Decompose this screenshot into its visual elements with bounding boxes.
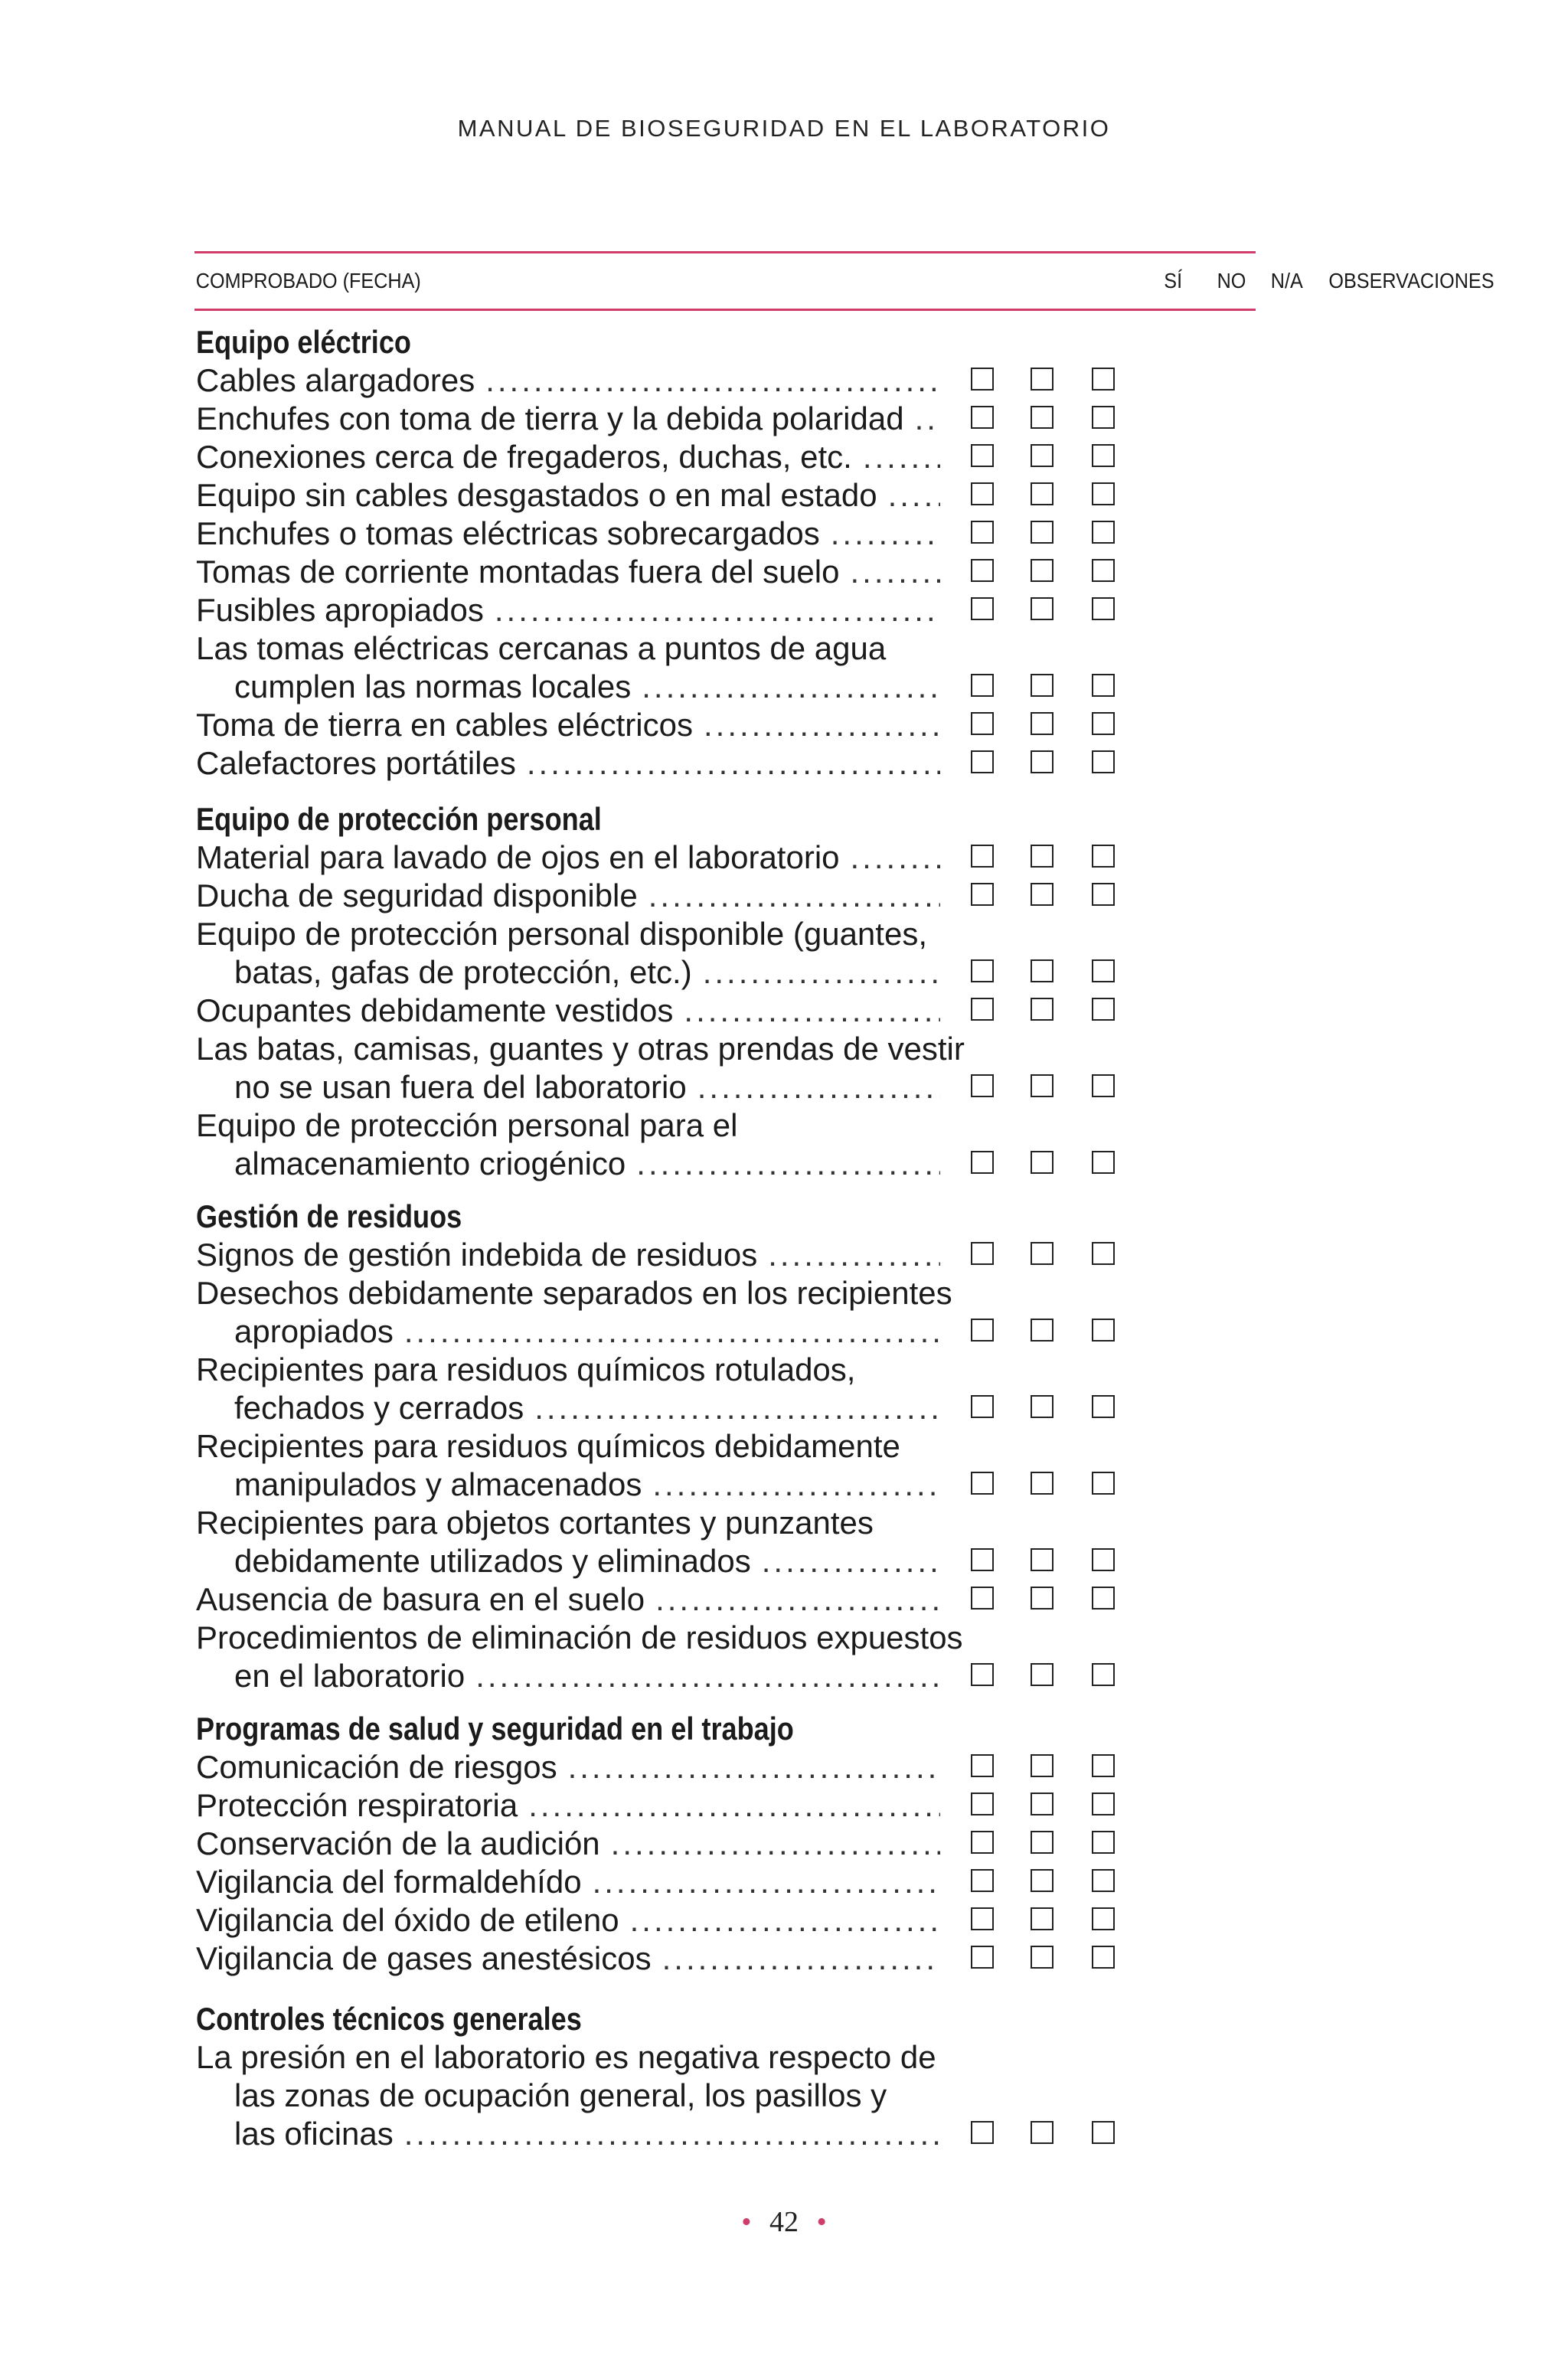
checkbox-no[interactable] bbox=[1031, 712, 1054, 735]
observations-column-header: OBSERVACIONES bbox=[1328, 269, 1494, 292]
item-text-line bbox=[234, 2077, 965, 2115]
item-text-line bbox=[196, 400, 940, 438]
section-title: Controles técnicos generales bbox=[196, 2001, 582, 2037]
section-title: Equipo eléctrico bbox=[196, 324, 411, 360]
dot-leader bbox=[404, 1312, 940, 1351]
checkbox-no[interactable] bbox=[1031, 406, 1054, 429]
item-label: La presión en el laboratorio es negativa respecto de bbox=[196, 2039, 936, 2075]
section-title: Programas de salud y seguridad en el trabajo bbox=[196, 1711, 794, 1747]
checkbox-na[interactable] bbox=[1092, 1793, 1115, 1815]
page-header: MANUAL DE BIOSEGURIDAD EN EL LABORATORIO bbox=[457, 115, 1111, 142]
checkbox-yes[interactable] bbox=[971, 1831, 994, 1854]
checkbox-yes[interactable] bbox=[971, 597, 994, 620]
item-label: Las batas, camisas, guantes y otras prendas de vestir bbox=[196, 1031, 965, 1067]
item-label: Equipo de protección personal disponible (guantes, bbox=[196, 916, 927, 952]
checkbox-no[interactable] bbox=[1031, 998, 1054, 1021]
checkbox-no[interactable] bbox=[1031, 883, 1054, 906]
item-label: Recipientes para residuos químicos rotulados, bbox=[196, 1351, 856, 1387]
item-text-line bbox=[196, 1030, 965, 1068]
checkbox-na[interactable] bbox=[1092, 1074, 1115, 1097]
item-text-line bbox=[196, 1106, 965, 1145]
checkbox-no[interactable] bbox=[1031, 845, 1054, 868]
checkbox-yes[interactable] bbox=[971, 444, 994, 467]
checkbox-no[interactable] bbox=[1031, 597, 1054, 620]
item-text-line bbox=[196, 1504, 965, 1542]
item-text-line bbox=[196, 1901, 940, 1940]
checkbox-no[interactable] bbox=[1031, 1907, 1054, 1930]
checkbox-no[interactable] bbox=[1031, 959, 1054, 982]
dot-leader bbox=[768, 1236, 940, 1274]
checkbox-no[interactable] bbox=[1031, 2121, 1054, 2144]
dot-leader bbox=[636, 1145, 940, 1183]
item-text-line bbox=[196, 1427, 965, 1466]
item-label: Ausencia de basura en el suelo bbox=[196, 1581, 645, 1617]
checkbox-no[interactable] bbox=[1031, 1151, 1054, 1174]
na-column-header: N/A bbox=[1270, 269, 1303, 292]
checkbox-no[interactable] bbox=[1031, 1754, 1054, 1777]
dot-leader bbox=[697, 1068, 940, 1106]
checkbox-no[interactable] bbox=[1031, 1587, 1054, 1610]
checkbox-na[interactable] bbox=[1092, 559, 1115, 582]
item-label: Recipientes para residuos químicos debidamente bbox=[196, 1428, 900, 1464]
dot-leader bbox=[642, 668, 940, 706]
item-label: cumplen las normas locales bbox=[234, 668, 632, 704]
item-text-line bbox=[196, 629, 965, 668]
item-text-line bbox=[196, 838, 940, 877]
dot-leader bbox=[863, 438, 940, 476]
item-label: Vigilancia del formaldehído bbox=[196, 1864, 582, 1900]
item-text-line bbox=[196, 1940, 940, 1978]
dot-leader bbox=[630, 1901, 940, 1940]
checkbox-na[interactable] bbox=[1092, 674, 1115, 697]
dot-leader bbox=[704, 706, 940, 744]
item-text-line bbox=[196, 744, 940, 783]
item-label: Vigilancia de gases anestésicos bbox=[196, 1940, 652, 1976]
item-label: apropiados bbox=[234, 1313, 394, 1349]
checkbox-yes[interactable] bbox=[971, 1754, 994, 1777]
checkbox-yes[interactable] bbox=[971, 406, 994, 429]
item-label: Protección respiratoria bbox=[196, 1787, 518, 1823]
item-label: Conservación de la audición bbox=[196, 1825, 600, 1861]
item-label: almacenamiento criogénico bbox=[234, 1145, 626, 1181]
item-label: en el laboratorio bbox=[234, 1658, 466, 1694]
checkbox-na[interactable] bbox=[1092, 1548, 1115, 1571]
checkbox-na[interactable] bbox=[1092, 1907, 1115, 1930]
checkbox-na[interactable] bbox=[1092, 750, 1115, 773]
checkbox-na[interactable] bbox=[1092, 1472, 1115, 1495]
checkbox-no[interactable] bbox=[1031, 444, 1054, 467]
dot-leader bbox=[485, 361, 940, 400]
checkbox-yes[interactable] bbox=[971, 521, 994, 544]
checkbox-no[interactable] bbox=[1031, 521, 1054, 544]
dot-leader bbox=[534, 1389, 940, 1427]
checkbox-na[interactable] bbox=[1092, 1754, 1115, 1777]
item-text-line bbox=[234, 953, 940, 992]
dot-leader bbox=[528, 1786, 940, 1825]
checkbox-yes[interactable] bbox=[971, 674, 994, 697]
checkbox-na[interactable] bbox=[1092, 1319, 1115, 1342]
item-label: Enchufes con toma de tierra y la debida polaridad bbox=[196, 400, 904, 436]
item-label: batas, gafas de protección, etc.) bbox=[234, 954, 692, 990]
item-label: Toma de tierra en cables eléctricos bbox=[196, 707, 693, 743]
checkbox-yes[interactable] bbox=[971, 1319, 994, 1342]
yes-column-header: SÍ bbox=[1164, 269, 1183, 292]
checkbox-na[interactable] bbox=[1092, 368, 1115, 391]
item-text-line bbox=[196, 2038, 965, 2077]
item-text-line bbox=[196, 1619, 965, 1657]
dot-leader bbox=[652, 1466, 940, 1504]
checkbox-yes[interactable] bbox=[971, 482, 994, 505]
checkbox-na[interactable] bbox=[1092, 883, 1115, 906]
item-text-line bbox=[196, 1351, 965, 1389]
footer-bullet-right: • bbox=[816, 2206, 827, 2238]
item-label: las zonas de ocupación general, los pasillos y bbox=[234, 2077, 887, 2113]
item-label: Tomas de corriente montadas fuera del suelo bbox=[196, 554, 840, 590]
checkbox-na[interactable] bbox=[1092, 1946, 1115, 1969]
item-label: Desechos debidamente separados en los recipientes bbox=[196, 1275, 952, 1311]
checkbox-yes[interactable] bbox=[971, 959, 994, 982]
item-label: Ocupantes debidamente vestidos bbox=[196, 992, 674, 1028]
item-label: las oficinas bbox=[234, 2116, 394, 2152]
item-text-line bbox=[196, 553, 940, 591]
item-text-line bbox=[196, 361, 940, 400]
checkbox-yes[interactable] bbox=[971, 2121, 994, 2144]
checkbox-no[interactable] bbox=[1031, 1663, 1054, 1686]
item-text-line bbox=[196, 438, 940, 476]
item-label: Recipientes para objetos cortantes y punzantes bbox=[196, 1505, 874, 1541]
item-text-line bbox=[234, 1145, 940, 1183]
checkbox-yes[interactable] bbox=[971, 1242, 994, 1265]
checkbox-na[interactable] bbox=[1092, 1242, 1115, 1265]
checkbox-yes[interactable] bbox=[971, 1151, 994, 1174]
checkbox-yes[interactable] bbox=[971, 368, 994, 391]
checkbox-no[interactable] bbox=[1031, 1946, 1054, 1969]
dot-leader bbox=[611, 1825, 940, 1863]
checkbox-no[interactable] bbox=[1031, 482, 1054, 505]
item-text-line bbox=[234, 1657, 940, 1695]
checkbox-no[interactable] bbox=[1031, 1793, 1054, 1815]
item-text-line bbox=[196, 992, 940, 1030]
item-text-line bbox=[234, 1068, 940, 1106]
checkbox-no[interactable] bbox=[1031, 559, 1054, 582]
checkbox-no[interactable] bbox=[1031, 674, 1054, 697]
item-text-line bbox=[196, 591, 940, 629]
item-text-line bbox=[196, 1236, 940, 1274]
item-text-line bbox=[196, 1580, 940, 1619]
item-text-line bbox=[196, 1786, 940, 1825]
checkbox-na[interactable] bbox=[1092, 1587, 1115, 1610]
checkbox-no[interactable] bbox=[1031, 368, 1054, 391]
item-label: Enchufes o tomas eléctricas sobrecargados bbox=[196, 515, 820, 551]
checkbox-yes[interactable] bbox=[971, 1472, 994, 1495]
item-label: Conexiones cerca de fregaderos, duchas, etc. bbox=[196, 439, 852, 475]
dot-leader bbox=[684, 992, 940, 1030]
checkbox-na[interactable] bbox=[1092, 597, 1115, 620]
checkbox-na[interactable] bbox=[1092, 1151, 1115, 1174]
section-title: Gestión de residuos bbox=[196, 1198, 462, 1234]
checkbox-yes[interactable] bbox=[971, 1793, 994, 1815]
section-title: Equipo de protección personal bbox=[196, 801, 602, 837]
dot-leader bbox=[404, 2115, 940, 2153]
item-label: Equipo de protección personal para el bbox=[196, 1107, 738, 1143]
item-text-line bbox=[196, 515, 940, 553]
checkbox-na[interactable] bbox=[1092, 959, 1115, 982]
checkbox-no[interactable] bbox=[1031, 1472, 1054, 1495]
checkbox-na[interactable] bbox=[1092, 712, 1115, 735]
checkbox-no[interactable] bbox=[1031, 1074, 1054, 1097]
item-text-line bbox=[196, 877, 940, 915]
checkbox-na[interactable] bbox=[1092, 482, 1115, 505]
dot-leader bbox=[648, 877, 940, 915]
item-label: Signos de gestión indebida de residuos bbox=[196, 1237, 758, 1273]
checkbox-no[interactable] bbox=[1031, 1395, 1054, 1418]
checkbox-na[interactable] bbox=[1092, 2121, 1115, 2144]
checkbox-na[interactable] bbox=[1092, 845, 1115, 868]
checkbox-yes[interactable] bbox=[971, 1869, 994, 1892]
dot-leader bbox=[888, 476, 940, 515]
checkbox-no[interactable] bbox=[1031, 1869, 1054, 1892]
checkbox-no[interactable] bbox=[1031, 1831, 1054, 1854]
checkbox-yes[interactable] bbox=[971, 559, 994, 582]
checkbox-na[interactable] bbox=[1092, 444, 1115, 467]
checkbox-yes[interactable] bbox=[971, 1548, 994, 1571]
dot-leader bbox=[915, 400, 940, 438]
item-text-line bbox=[234, 1466, 940, 1504]
dot-leader bbox=[527, 744, 940, 783]
page-footer bbox=[0, 2205, 1568, 2239]
dot-leader bbox=[593, 1863, 940, 1901]
item-text-line bbox=[196, 915, 965, 953]
item-text-line bbox=[196, 1825, 940, 1863]
item-label: fechados y cerrados bbox=[234, 1390, 524, 1426]
checkbox-yes[interactable] bbox=[971, 1663, 994, 1686]
checkbox-yes[interactable] bbox=[971, 712, 994, 735]
checkbox-yes[interactable] bbox=[971, 1907, 994, 1930]
dot-leader bbox=[662, 1940, 940, 1978]
item-text-line bbox=[196, 1748, 940, 1786]
dot-leader bbox=[655, 1580, 940, 1619]
item-label: Calefactores portátiles bbox=[196, 745, 516, 781]
checkbox-yes[interactable] bbox=[971, 1587, 994, 1610]
item-label: Equipo sin cables desgastados o en mal estado bbox=[196, 477, 877, 513]
item-label: Comunicación de riesgos bbox=[196, 1749, 557, 1785]
checkbox-no[interactable] bbox=[1031, 1242, 1054, 1265]
item-text-line bbox=[234, 2115, 940, 2153]
checkbox-yes[interactable] bbox=[971, 1946, 994, 1969]
checkbox-na[interactable] bbox=[1092, 1663, 1115, 1686]
dot-leader bbox=[851, 838, 940, 877]
checkbox-na[interactable] bbox=[1092, 521, 1115, 544]
checkbox-yes[interactable] bbox=[971, 845, 994, 868]
item-text-line bbox=[234, 1542, 940, 1580]
page-number: 42 bbox=[769, 2206, 799, 2238]
checkbox-no[interactable] bbox=[1031, 1548, 1054, 1571]
item-label: manipulados y almacenados bbox=[234, 1466, 642, 1502]
dot-leader bbox=[762, 1542, 940, 1580]
item-label: Material para lavado de ojos en el laboratorio bbox=[196, 839, 840, 875]
item-label: Las tomas eléctricas cercanas a puntos de agua bbox=[196, 630, 887, 666]
dot-leader bbox=[703, 953, 940, 992]
dot-leader bbox=[850, 553, 940, 591]
item-label: Cables alargadores bbox=[196, 362, 475, 398]
checkbox-na[interactable] bbox=[1092, 1831, 1115, 1854]
item-label: Fusibles apropiados bbox=[196, 592, 484, 628]
item-label: Vigilancia del óxido de etileno bbox=[196, 1902, 619, 1938]
checkbox-yes[interactable] bbox=[971, 998, 994, 1021]
checked-date-header: COMPROBADO (FECHA) bbox=[195, 269, 421, 292]
dot-leader bbox=[568, 1748, 940, 1786]
footer-bullet-left: • bbox=[741, 2206, 752, 2238]
item-label: no se usan fuera del laboratorio bbox=[234, 1069, 687, 1105]
item-label: debidamente utilizados y eliminados bbox=[234, 1543, 751, 1579]
item-text-line bbox=[196, 476, 940, 515]
checkbox-na[interactable] bbox=[1092, 1869, 1115, 1892]
checkbox-na[interactable] bbox=[1092, 406, 1115, 429]
checkbox-na[interactable] bbox=[1092, 998, 1115, 1021]
checkbox-yes[interactable] bbox=[971, 750, 994, 773]
dot-leader bbox=[495, 591, 940, 629]
item-label: Ducha de seguridad disponible bbox=[196, 877, 638, 913]
item-text-line bbox=[234, 668, 940, 706]
checkbox-no[interactable] bbox=[1031, 750, 1054, 773]
item-text-line bbox=[196, 1863, 940, 1901]
item-text-line bbox=[196, 1274, 965, 1312]
dot-leader bbox=[831, 515, 940, 553]
item-text-line bbox=[234, 1312, 940, 1351]
item-text-line bbox=[196, 706, 940, 744]
item-text-line bbox=[234, 1389, 940, 1427]
item-label: Procedimientos de eliminación de residuos expuestos bbox=[196, 1619, 963, 1655]
checkbox-na[interactable] bbox=[1092, 1395, 1115, 1418]
checkbox-no[interactable] bbox=[1031, 1319, 1054, 1342]
checkbox-yes[interactable] bbox=[971, 1395, 994, 1418]
dot-leader bbox=[475, 1657, 940, 1695]
checkbox-yes[interactable] bbox=[971, 1074, 994, 1097]
no-column-header: NO bbox=[1217, 269, 1246, 292]
checkbox-yes[interactable] bbox=[971, 883, 994, 906]
